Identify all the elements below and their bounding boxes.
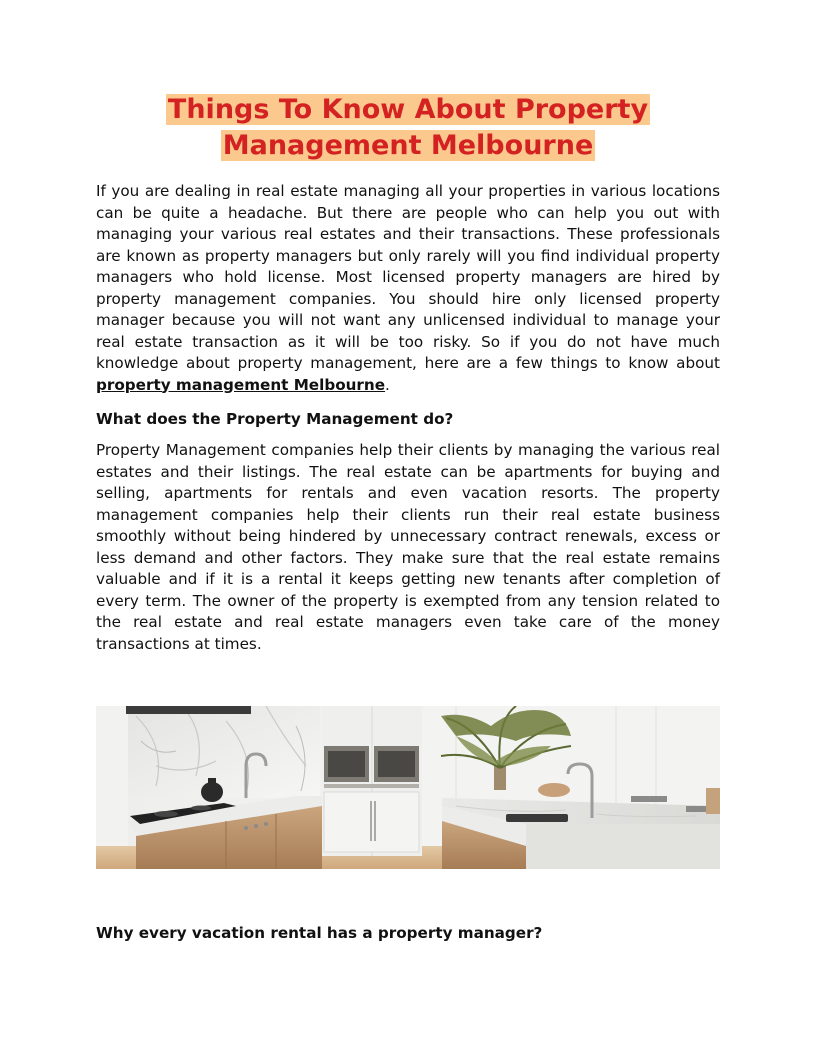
page-title: [96, 92, 720, 164]
document-page: [96, 92, 720, 655]
title-line-2: Management Melbourne: [222, 130, 594, 161]
section-heading-what-does: What does the Property Management do?: [96, 410, 454, 428]
title-line-1: Things To Know About Property: [167, 94, 649, 125]
kitchen-photo: [96, 706, 720, 869]
section-paragraph-what-does: Property Management companies help their clients by managing the various real estates and their listings. The real estate can be apartments for buying and selling, apartments for rentals and even vacation resorts. The property management companies help their clients run their real estate business smoothly without being hindered by unnecessary contract renewals, excess or less demand and other factors. They make sure that the real estate remains valuable and if it is a rental it keeps getting new tenants after completion of every term. The owner of the property is exempted from any tension related to the real estate and real estate managers even take care of the money transactions at times.: [96, 441, 720, 653]
property-management-link[interactable]: property management Melbourne: [96, 375, 386, 394]
intro-trailing: .: [385, 375, 390, 394]
intro-text: If you are dealing in real estate managing all your properties in various locations can be quite a headache. But there are people who can help you out with managing your various real estates and their transactions. These professionals are known as property managers but only rarely will you find individual property managers who hold license. Most licensed property managers are hired by property management companies. You should hire only licensed property manager because you will not want any unlicensed individual to manage your real estate transaction as it will be too risky. So if you do not have much knowledge about property management, here are a few things to know about: [96, 182, 720, 372]
intro-paragraph: [96, 181, 720, 396]
section-heading-vacation-rental: Why every vacation rental has a property manager?: [96, 924, 543, 942]
